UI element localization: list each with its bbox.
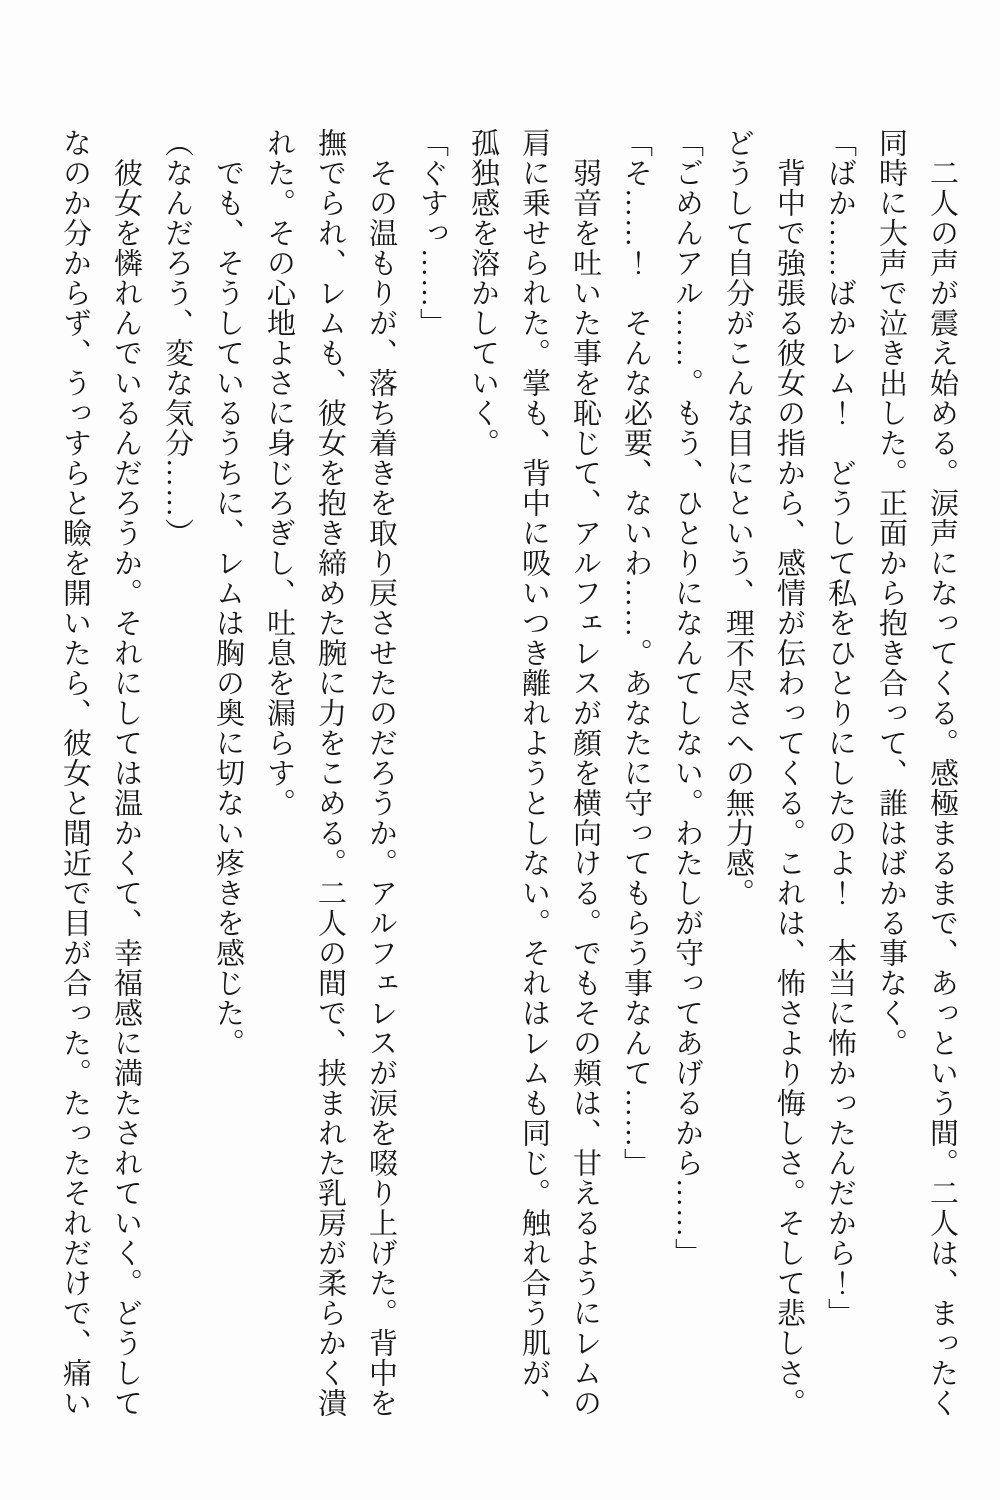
text-column: なのか分からず、うっすらと瞼を開いたら、彼女と間近で目が合った。たったそれだけで、痛い xyxy=(59,128,91,1418)
vertical-text-block xyxy=(49,128,967,1468)
text-column: 孤独感を溶かしていく。 xyxy=(467,128,499,458)
text-column: 「ごめんアル……。もう、ひとりになんてしない。わたしが守ってあげるから……」 xyxy=(671,128,703,1268)
text-column: （なんだろう、変な気分……） xyxy=(161,128,193,548)
text-column: どうして自分がこんな目にという、理不尽さへの無力感。 xyxy=(722,128,754,908)
text-column: れた。その心地よさに身じろぎし、吐息を漏らす。 xyxy=(263,128,295,818)
text-column: でも、そうしているうちに、レムは胸の奥に切ない疼きを感じた。 xyxy=(212,158,244,1058)
text-column: 二人の声が震え始める。涙声になってくる。感極まるまで、あっという間。二人は、まったく xyxy=(926,158,958,1418)
text-column: その温もりが、落ち着きを取り戻させたのだろうか。アルフェレスが涙を啜り上げた。背中を xyxy=(365,158,397,1418)
text-column: 「ぐすっ……」 xyxy=(416,128,448,338)
text-column: 背中で強張る彼女の指から、感情が伝わってくる。これは、怖さより悔しさ。そして悲しさ。 xyxy=(773,158,805,1418)
text-column: 彼女を憐れんでいるんだろうか。それにしては温かくて、幸福感に満たされていく。どうして xyxy=(110,158,142,1418)
text-column: 「ばか……ばかレム！ どうして私をひとりにしたのよ！ 本当に怖かったんだから！」 xyxy=(824,128,856,1328)
text-column: 肩に乗せられた。掌も、背中に吸いつき離れようとしない。それはレムも同じ。触れ合う肌が、 xyxy=(518,128,550,1418)
text-column: 同時に大声で泣き出した。正面から抱き合って、誰はばかる事なく。 xyxy=(875,128,907,1058)
text-column: 撫でられ、レムも、彼女を抱き締めた腕に力をこめる。二人の間で、挟まれた乳房が柔らかく潰 xyxy=(314,128,346,1418)
text-column: 弱音を吐いた事を恥じて、アルフェレスが顔を横向ける。でもその頬は、甘えるようにレムの xyxy=(569,158,601,1418)
text-column: 「そ……！ そんな必要、ないわ……。あなたに守ってもらう事なんて……」 xyxy=(620,128,652,1178)
